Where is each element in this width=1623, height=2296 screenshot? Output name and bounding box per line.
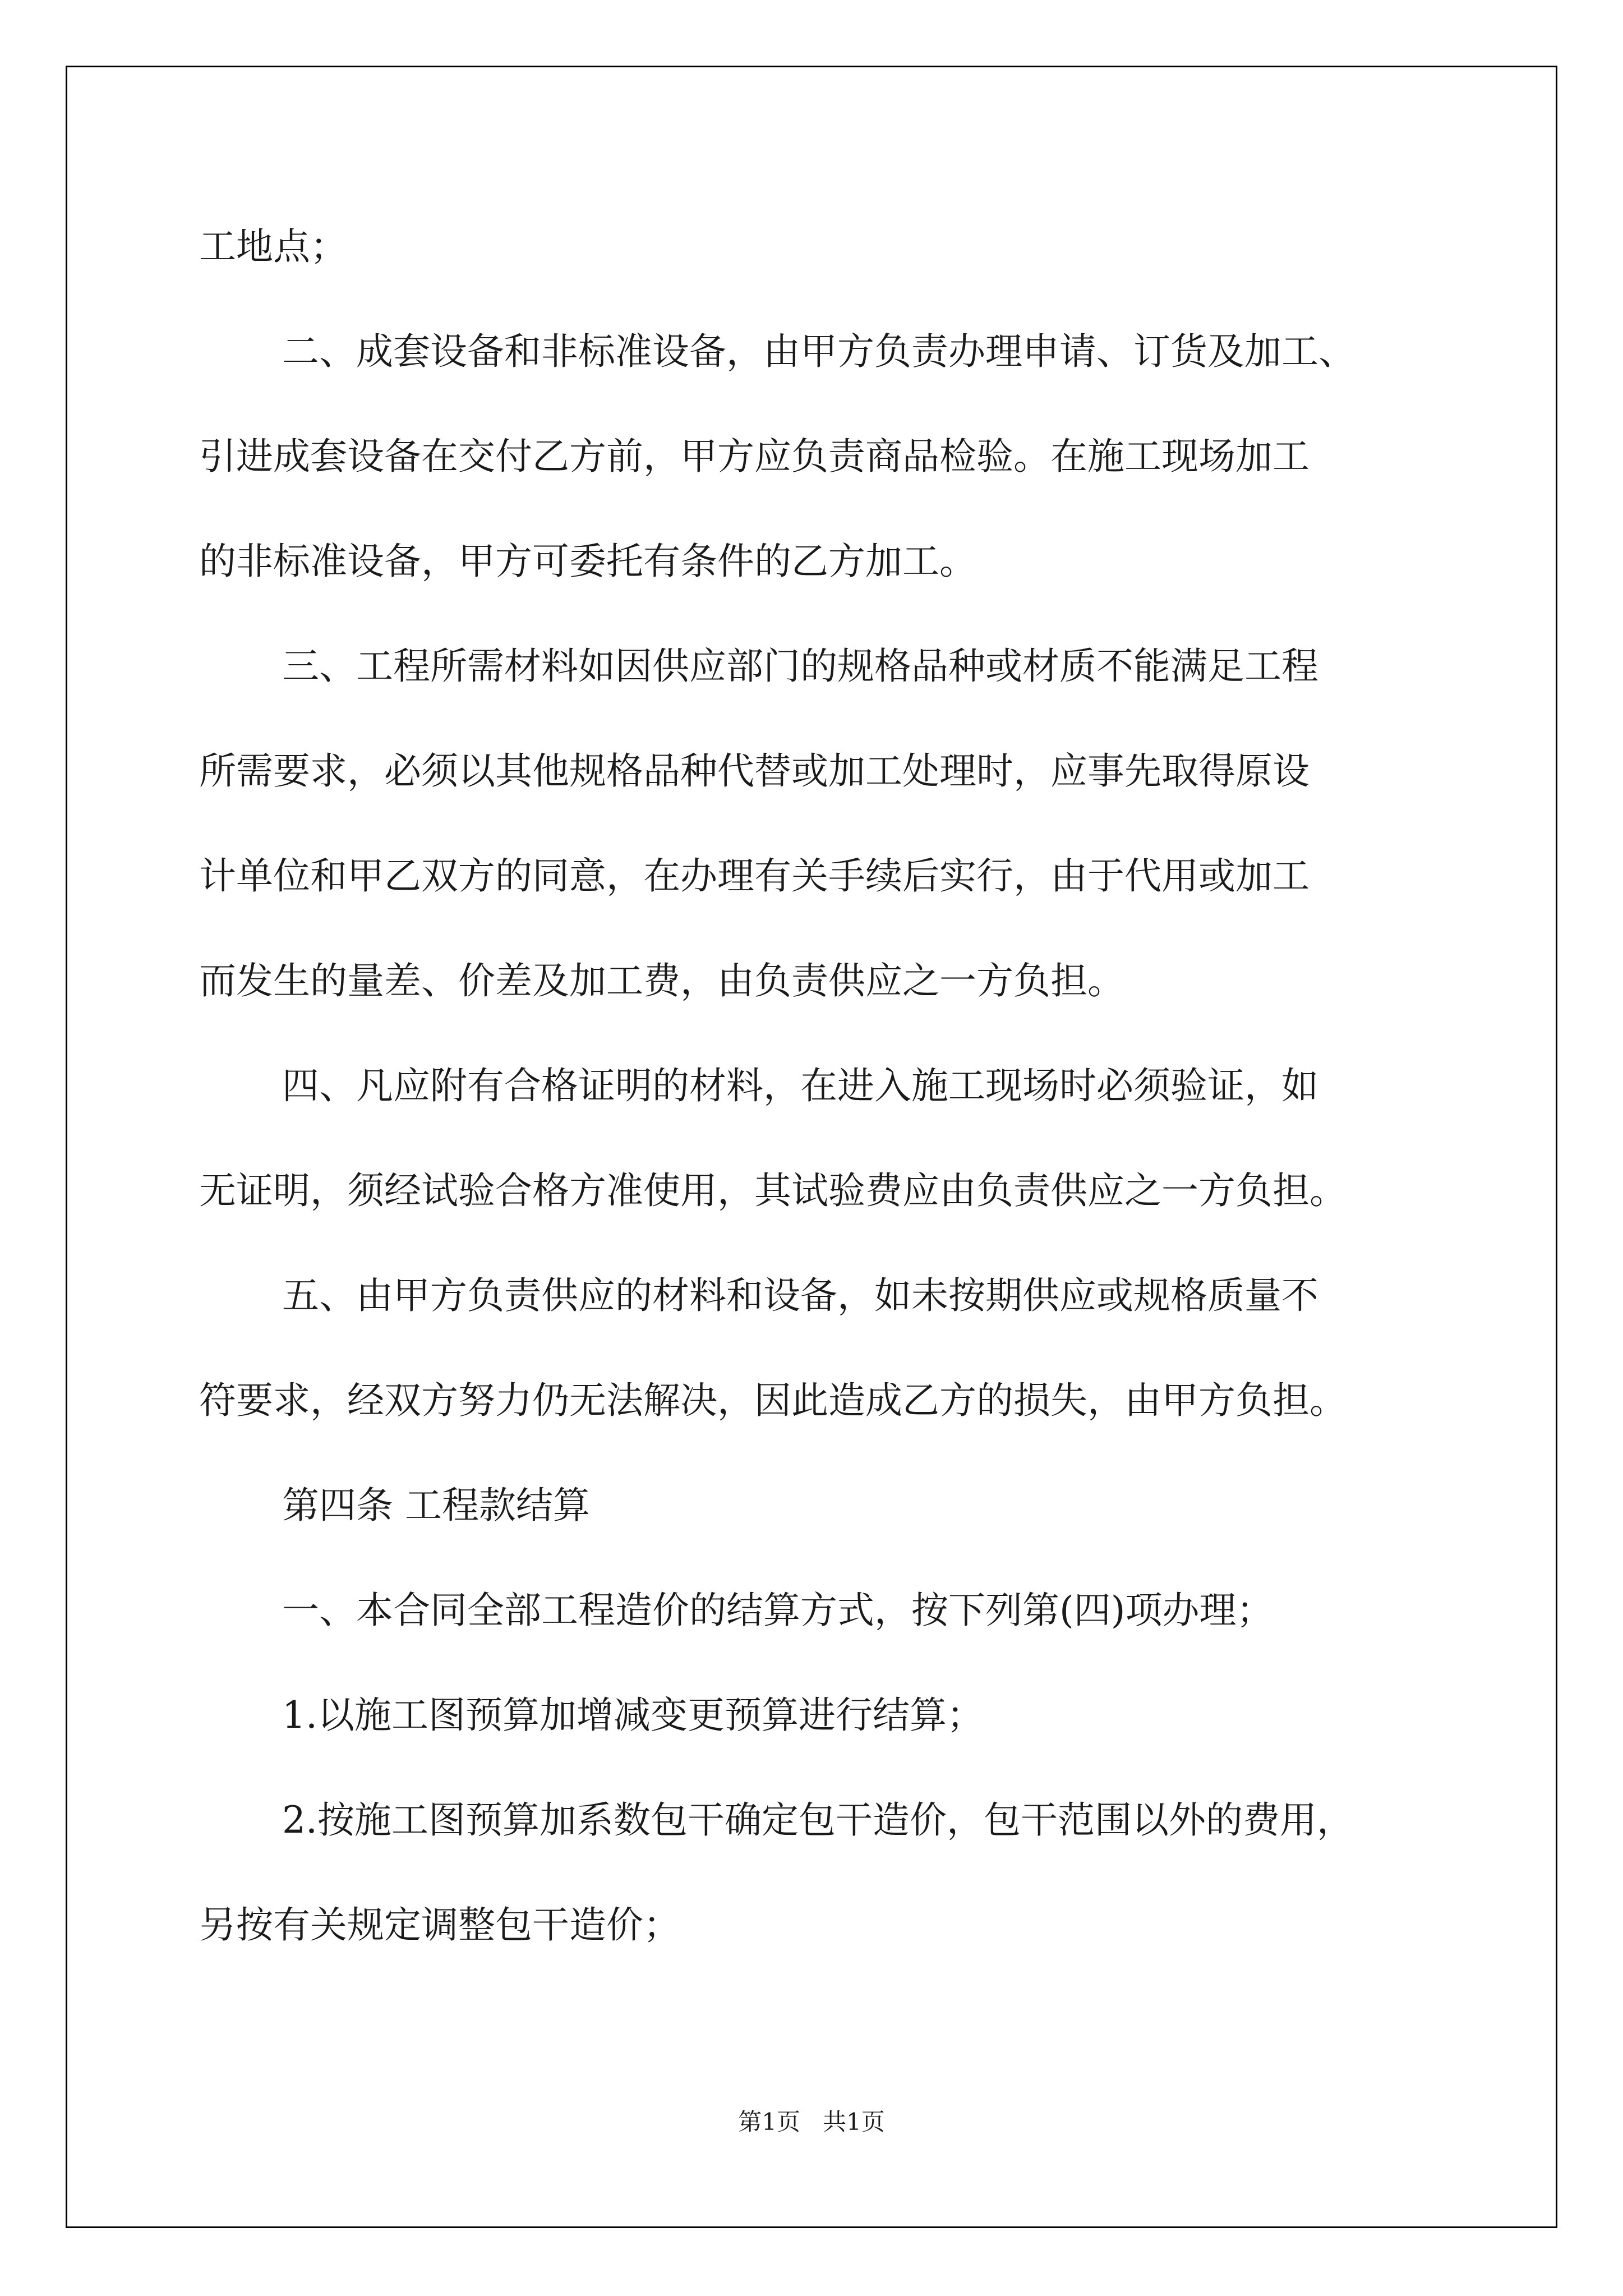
text-line: 三、工程所需材料如因供应部门的规格品种或材质不能满足工程 xyxy=(282,645,1318,688)
text-line: 引进成套设备在交付乙方前，甲方应负责商品检验。在施工现场加工 xyxy=(199,435,1310,478)
text-line: 符要求，经双方努力仍无法解决，因此造成乙方的损失，由甲方负担。 xyxy=(199,1379,1347,1422)
text-line: 另按有关规定调整包干造价； xyxy=(199,1903,680,1947)
document-body xyxy=(199,213,1422,1996)
text-line: 四、凡应附有合格证明的材料，在进入施工现场时必须验证，如 xyxy=(282,1064,1318,1107)
text-line: 二、成套设备和非标准设备，由甲方负责办理申请、订货及加工、 xyxy=(282,330,1355,373)
section-heading: 第四条 工程款结算 xyxy=(282,1484,590,1527)
text-line: 五、由甲方负责供应的材料和设备，如未按期供应或规格质量不 xyxy=(282,1274,1318,1317)
text-line: 而发生的量差、价差及加工费，由负责供应之一方负担。 xyxy=(199,959,1124,1002)
page-footer: 第1页 共1页 xyxy=(738,2108,885,2136)
text-line: 的非标准设备，甲方可委托有条件的乙方加工。 xyxy=(199,540,976,583)
text-line: 2.按施工图预算加系数包干确定包干造价，包干范围以外的费用， xyxy=(282,1798,1354,1842)
text-line: 无证明，须经试验合格方准使用，其试验费应由负责供应之一方负担。 xyxy=(199,1169,1347,1212)
text-line: 所需要求，必须以其他规格品种代替或加工处理时，应事先取得原设 xyxy=(199,749,1310,793)
text-line: 一、本合同全部工程造价的结算方式，按下列第(四)项办理； xyxy=(282,1589,1274,1632)
text-line: 计单位和甲乙双方的同意，在办理有关手续后实行，由于代用或加工 xyxy=(199,854,1310,898)
text-line: 工地点； xyxy=(199,225,347,268)
text-line: 1.以施工图预算加增减变更预算进行结算； xyxy=(282,1694,984,1737)
